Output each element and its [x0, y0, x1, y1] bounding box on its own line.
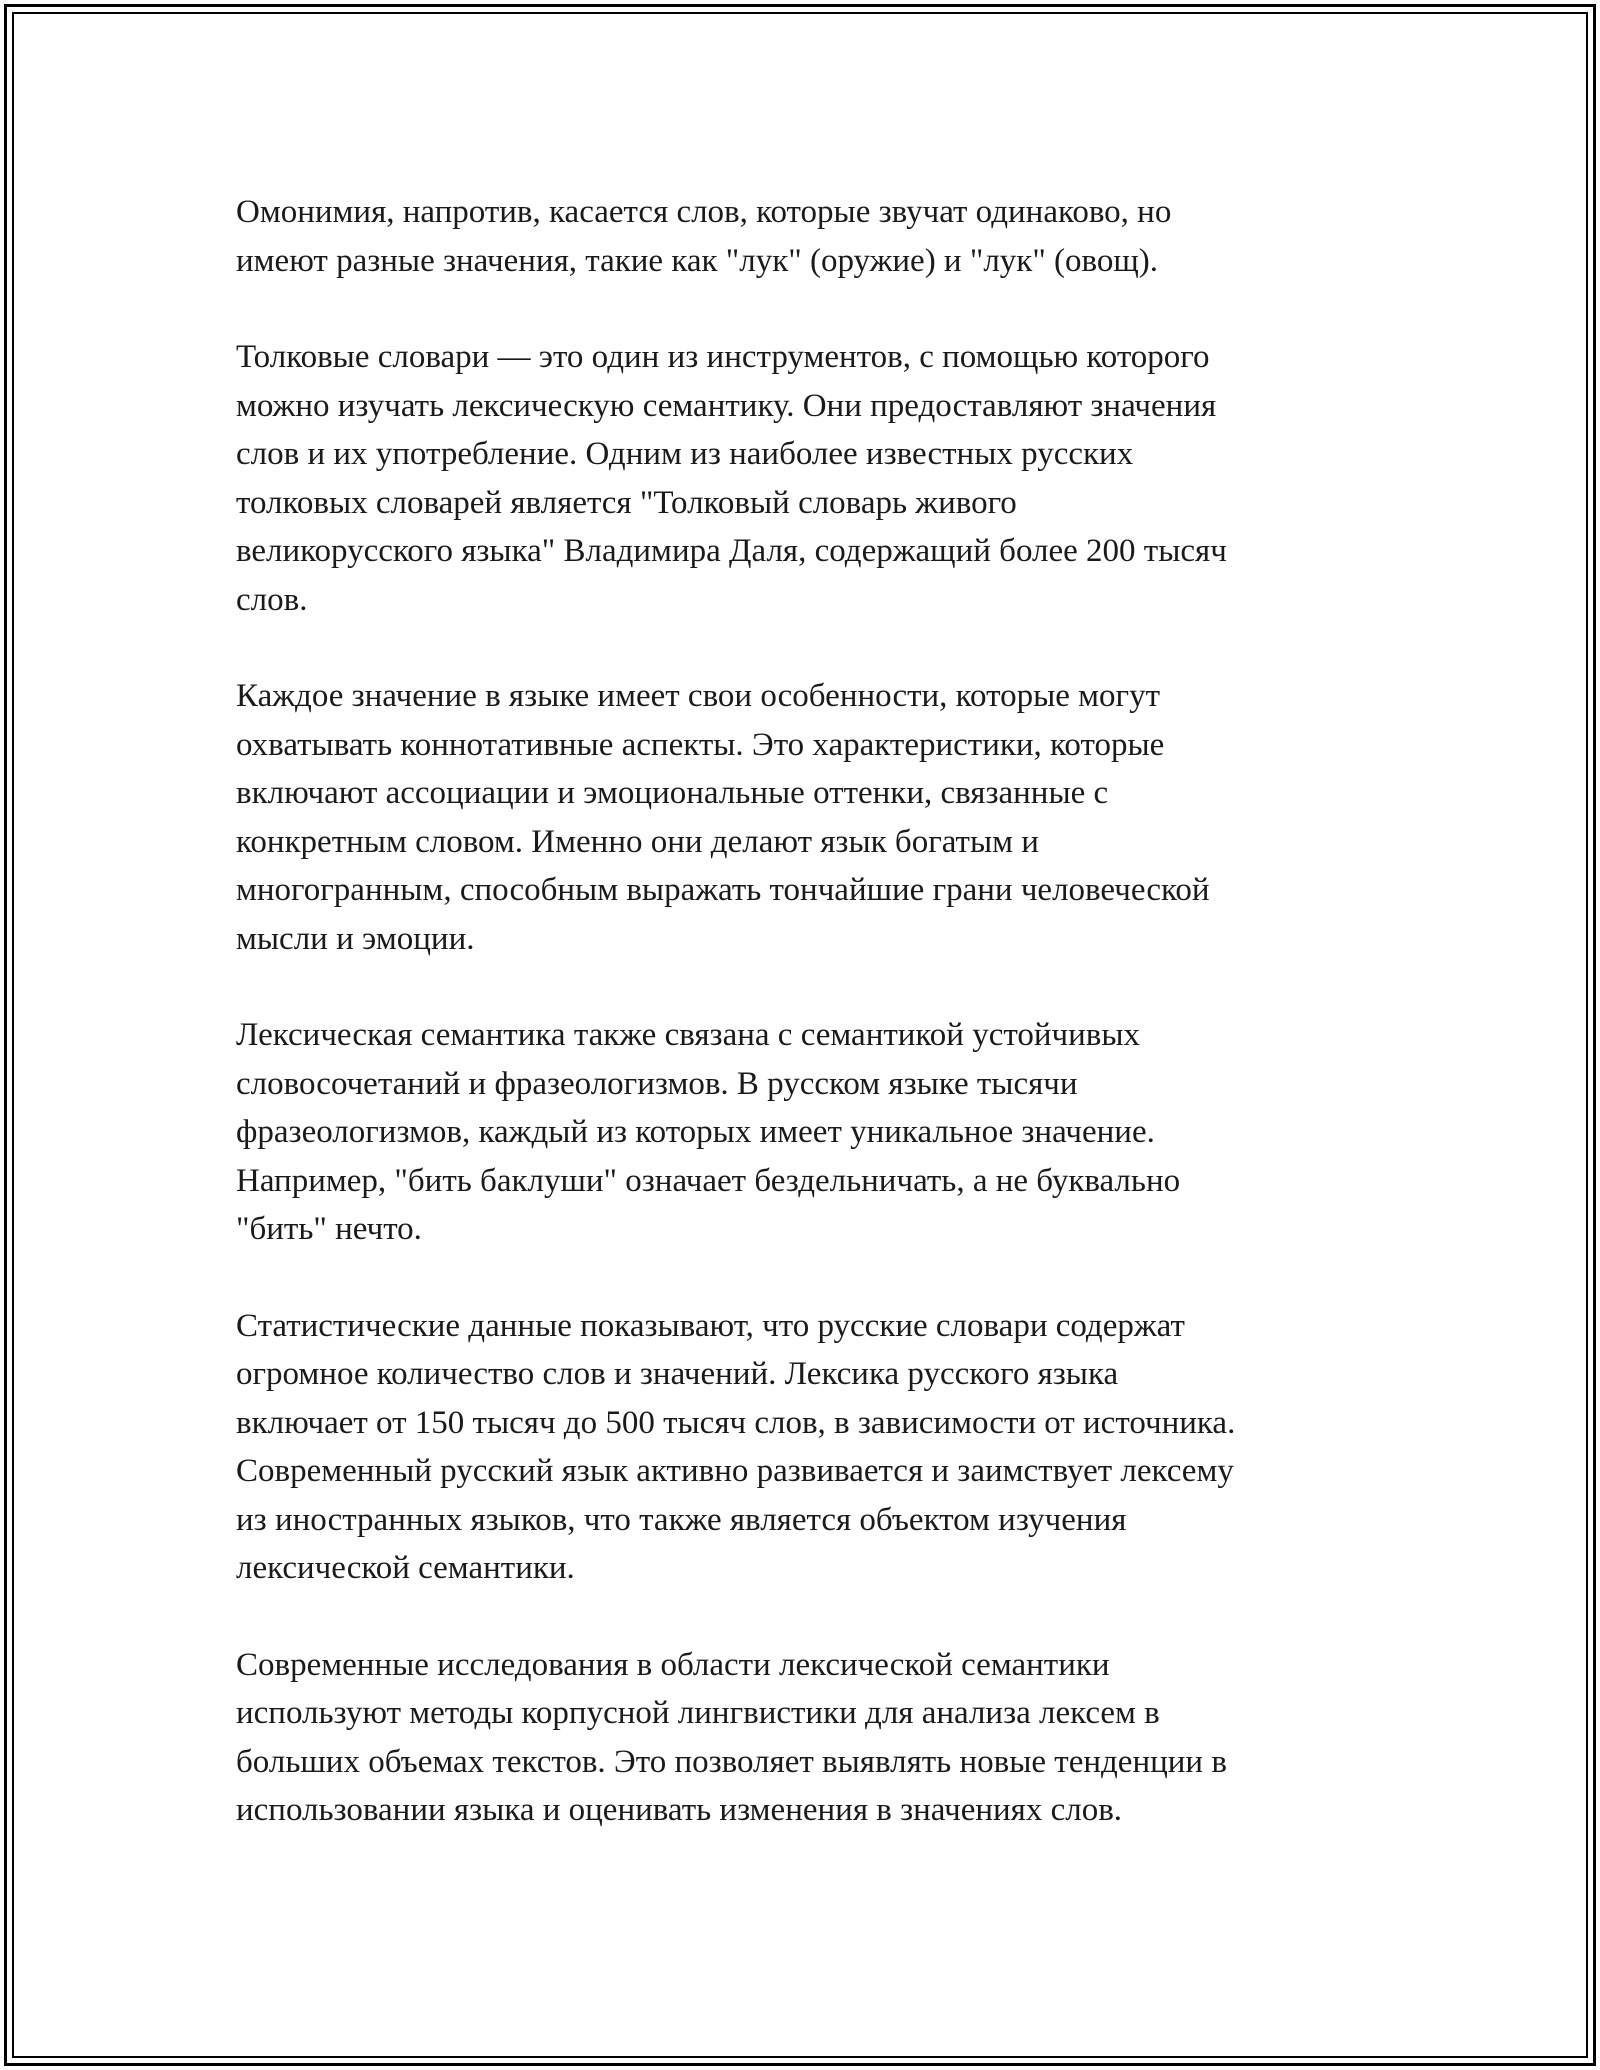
paragraph-phraseology: Лексическая семантика также связана с семантикой устойчивых словосочетаний и фразеологизмов. В русском языке тысячи фразеологизмов, каждый из которых имеет уникальное значение. Например, "бить баклуши" означает бездельничать, а не буквально "бить" нечто.: [236, 1017, 1181, 1247]
paragraph-dictionaries: Толковые словари — это один из инструментов, с помощью которого можно изучать лексическую семантику. Они предоставляют значения слов и их употребление. Одним из наиболее известных русских толковых словарей является "Толковый словарь живого великорусского языка" Владимира Даля, содержащий более 200 тысяч слов.: [236, 339, 1227, 618]
paragraph-homonymy: Омонимия, напротив, касается слов, которые звучат одинаково, но имеют разные значения, такие как "лук" (оружие) и "лук" (овощ).: [236, 194, 1172, 279]
paragraph-corpus-research: Современные исследования в области лексической семантики используют методы корпусной лингвистики для анализа лексем в больших объемах текстов. Это позволяет выявлять новые тенденции в использовании языка и оценивать изменения в значениях слов.: [236, 1646, 1227, 1828]
paragraph-statistics: Статистические данные показывают, что русские словари содержат огромное количество слов и значений. Лексика русского языка включает от 150 тысяч до 500 тысяч слов, в зависимости от источника. Современный русский язык активно развивается и заимствует лексему из иностранных языков, что также является объектом изучения лексической семантики.: [236, 1307, 1236, 1586]
document-body: [236, 188, 1376, 1835]
paragraph-connotation: Каждое значение в языке имеет свои особенности, которые могут охватывать коннотативные аспекты. Это характеристики, которые включают ассоциации и эмоциональные оттенки, связанные с конкретным словом. Именно они делают язык богатым и многогранным, способным выражать тончайшие грани человеческой мысли и эмоции.: [236, 678, 1210, 957]
